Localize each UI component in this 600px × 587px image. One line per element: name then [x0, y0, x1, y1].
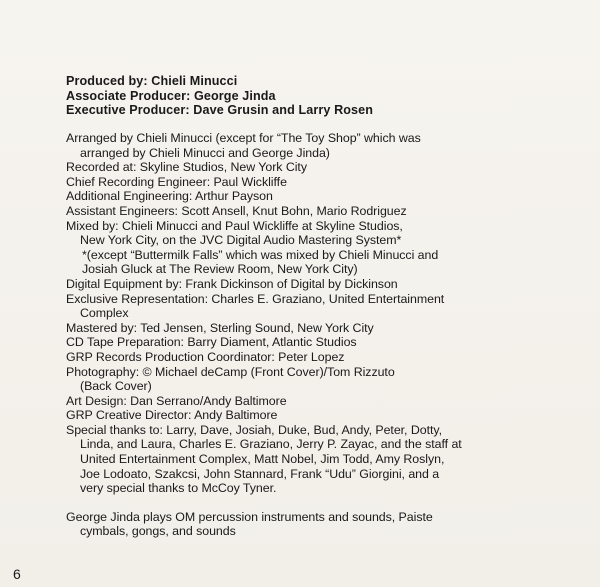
- credit-line: *(except “Buttermilk Falls” which was mixed by Chieli Minucci and: [82, 247, 439, 262]
- credit-line: Mixed by: Chieli Minucci and Paul Wickliffe at Skyline Studios,: [66, 218, 403, 233]
- credit-line: Art Design: Dan Serrano/Andy Baltimore: [66, 393, 287, 408]
- credit-line: GRP Creative Director: Andy Baltimore: [66, 408, 278, 423]
- credit-line: CD Tape Preparation: Barry Diament, Atlantic Studios: [66, 335, 357, 350]
- producer-credits: [66, 74, 373, 118]
- credit-line: arranged by Chieli Minucci and George Jinda): [80, 145, 330, 160]
- credit-line: Joe Lodoato, Szakcsi, John Stannard, Frank “Udu” Giorgini, and a: [80, 466, 440, 481]
- credit-line: Special thanks to: Larry, Dave, Josiah, Duke, Bud, Andy, Peter, Dotty,: [66, 422, 442, 437]
- credit-line: Recorded at: Skyline Studios, New York City: [66, 160, 307, 175]
- credit-line: Complex: [80, 306, 129, 321]
- credit-line: Additional Engineering: Arthur Payson: [66, 189, 273, 204]
- credit-line: Chief Recording Engineer: Paul Wickliffe: [66, 174, 287, 189]
- paragraph-spacer: [66, 496, 586, 510]
- credit-line: Mastered by: Ted Jensen, Sterling Sound, New York City: [66, 320, 374, 335]
- produced-by-line: Produced by: Chieli Minucci: [66, 74, 238, 88]
- credits-list: [66, 131, 586, 539]
- credit-line: Josiah Gluck at The Review Room, New York City): [82, 262, 358, 277]
- credit-line: United Entertainment Complex, Matt Nobel, Jim Todd, Amy Roslyn,: [80, 452, 445, 467]
- executive-producer-line: Executive Producer: Dave Grusin and Larry Rosen: [66, 103, 374, 117]
- credit-line: very special thanks to McCoy Tyner.: [80, 481, 277, 496]
- credit-line: Exclusive Representation: Charles E. Graziano, United Entertainment: [66, 291, 445, 306]
- associate-producer-line: Associate Producer: George Jinda: [66, 88, 276, 103]
- credit-line: George Jinda plays OM percussion instruments and sounds, Paiste: [66, 509, 433, 524]
- credit-line: GRP Records Production Coordinator: Peter Lopez: [66, 349, 345, 364]
- credit-line: (Back Cover): [80, 379, 152, 394]
- credit-line: Digital Equipment by: Frank Dickinson of Digital by Dickinson: [66, 276, 398, 291]
- credit-line: Linda, and Laura, Charles E. Graziano, Jerry P. Zayac, and the staff at: [80, 437, 462, 452]
- credit-line: Assistant Engineers: Scott Ansell, Knut Bohn, Mario Rodriguez: [66, 203, 407, 218]
- credit-line: New York City, on the JVC Digital Audio Mastering System*: [80, 233, 402, 248]
- page-number: 6: [13, 566, 21, 582]
- credit-line: Photography: © Michael deCamp (Front Cover)/Tom Rizzuto: [66, 364, 395, 379]
- credit-line: cymbals, gongs, and sounds: [80, 524, 236, 539]
- credit-line: Arranged by Chieli Minucci (except for “The Toy Shop” which was: [66, 131, 421, 145]
